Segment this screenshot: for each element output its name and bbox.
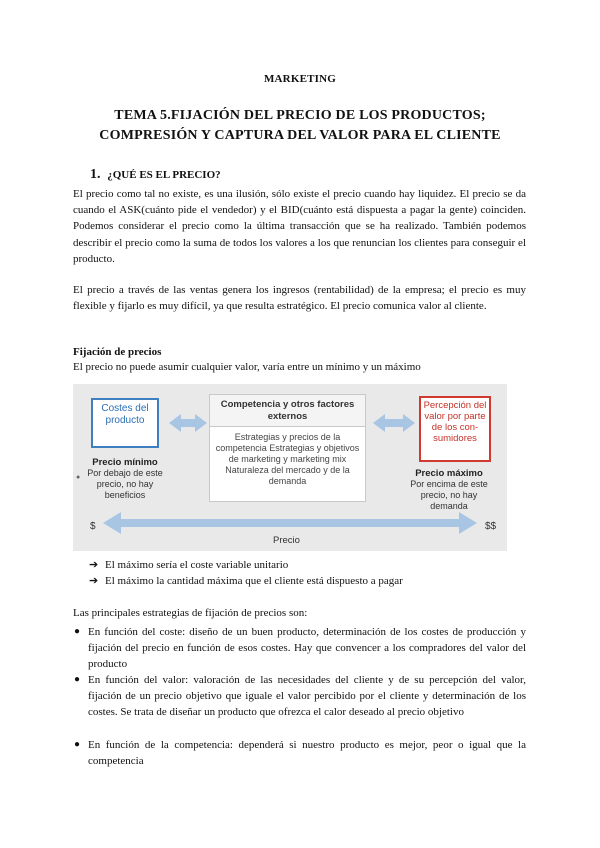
- subheading: Fijación de precios: [73, 346, 162, 358]
- max-price-text: Por encima de este precio, no hay demanda: [410, 479, 488, 511]
- arrow-list-text: El máximo sería el coste variable unitario: [105, 559, 289, 571]
- arrow-right-icon: ➔: [89, 575, 99, 587]
- paragraph-2: El precio a través de las ventas genera los ingresos (rentabilidad) de la empresa; el precio es muy flexible y fijarlo es muy difícil, ya que resulta estratégico. El precio comunica valor al cliente.: [73, 284, 526, 313]
- percepcion-box: Percepción del valor por parte de los con- sumidores: [419, 396, 491, 462]
- strategy-text: En función de la competencia: dependerá si nuestro producto es mejor, peor o igual que la competencia: [88, 739, 526, 768]
- bullet-icon: ●: [74, 739, 81, 750]
- section-heading: [90, 167, 221, 183]
- price-range-diagram: [73, 384, 507, 551]
- paragraph-1: El precio como tal no existe, es una ilusión, sólo existe el precio cuando hay liquidez. El precio se da cuando el ASK(cuánto pide el vendedor) y el BID(cuánto está dispuesta a pagar la gente) coinciden. Podemos considerar el precio como la última transacción que se ha realizado. También podemos describir el precio como la suma de todos los valores a los que renuncian los clientes para conseguir el producto.: [73, 188, 526, 265]
- dollar-right-label: $$: [485, 521, 497, 532]
- strategy-text: En función del valor: valoración de las necesidades del cliente y de su percepción del valor, fijación de un precio objetivo que iguale el valor percibido por el cliente y determinación de los costes. Se trata de diseñar un producto que ofrezca el calor deseado al precio objetivo: [88, 674, 526, 719]
- competencia-box: [209, 394, 366, 502]
- strategy-text: En función del coste: diseño de un buen producto, determinación de los costes de producción y fijación del precio en función de esos costes. Hay que convencer a los compradores del valor del producto: [88, 626, 526, 671]
- strategy-item: [74, 672, 526, 721]
- min-price-label: [77, 457, 173, 501]
- min-price-title: Precio mínimo: [92, 457, 158, 468]
- arrow-list-item: [89, 558, 288, 571]
- bullet-dot-icon: ●: [76, 474, 81, 481]
- bullet-icon: ●: [74, 674, 81, 685]
- right-double-arrow-icon: [373, 414, 415, 432]
- price-axis-label: Precio: [273, 535, 300, 546]
- strategies-intro: Las principales estrategias de fijación de precios son:: [73, 607, 308, 619]
- subheading-text: El precio no puede asumir cualquier valor, varía entre un mínimo y un máximo: [73, 361, 421, 373]
- strategy-item: [74, 624, 526, 673]
- arrow-list-text: El máximo la cantidad máxima que el cliente está dispuesto a pagar: [105, 575, 403, 587]
- price-axis-arrow-icon: [103, 512, 477, 534]
- arrow-right-icon: ➔: [89, 559, 99, 571]
- left-double-arrow-icon: [169, 414, 207, 432]
- section-title: ¿QUÉ ES EL PRECIO?: [107, 169, 221, 181]
- arrow-list-item: [89, 574, 403, 587]
- tema-heading-line1: TEMA 5.FIJACIÓN DEL PRECIO DE LOS PRODUCTOS;: [114, 108, 486, 123]
- strategy-item: [74, 737, 526, 769]
- bullet-icon: ●: [74, 626, 81, 637]
- min-price-text: Por debajo de este precio, no hay beneficios: [87, 468, 163, 500]
- competencia-box-title: Competencia y otros factores externos: [210, 395, 365, 427]
- max-price-title: Precio máximo: [415, 468, 483, 479]
- section-number: 1.: [90, 167, 101, 182]
- tema-heading-line2: COMPRESIÓN Y CAPTURA DEL VALOR PARA EL CLIENTE: [99, 128, 501, 143]
- dollar-left-label: $: [90, 521, 96, 532]
- max-price-label: [401, 468, 497, 512]
- document-title: MARKETING: [263, 73, 337, 85]
- competencia-box-body: Estrategias y precios de la competencia Estrategias y objetivos de marketing y marketing mix Naturaleza del mercado y de la demanda: [215, 432, 360, 486]
- costes-box: Costes del producto: [91, 398, 159, 448]
